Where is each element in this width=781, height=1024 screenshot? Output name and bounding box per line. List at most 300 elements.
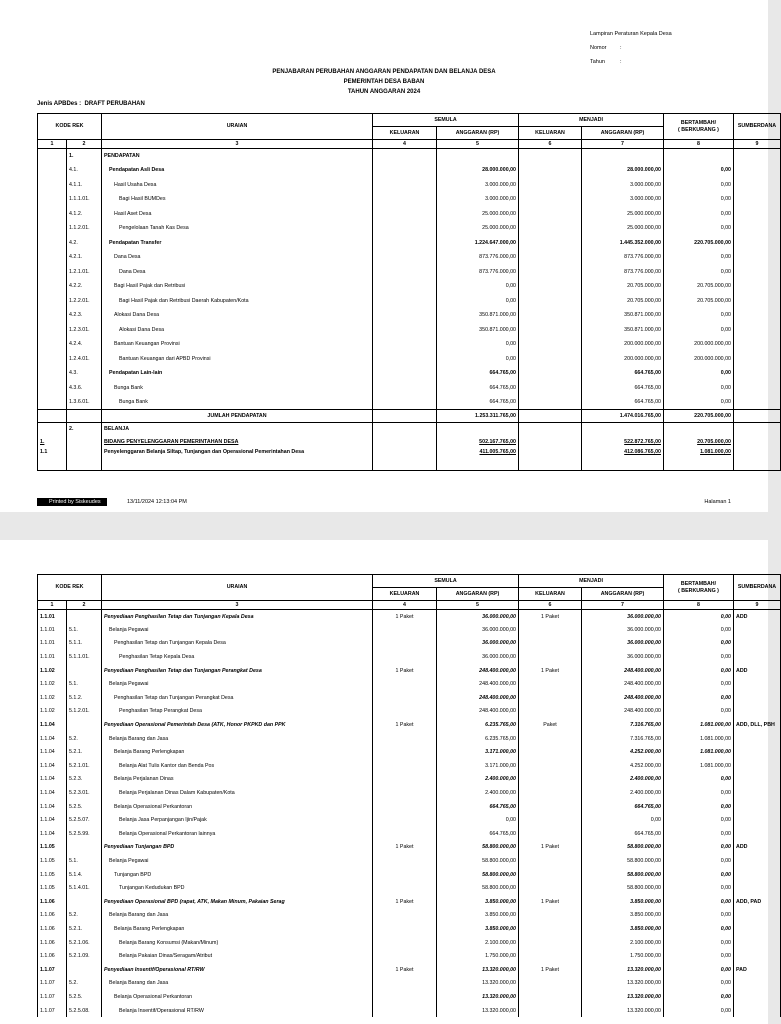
anggaran-menjadi: 873.776.000,00: [582, 250, 664, 265]
kode-rek-1: 1.1.06: [38, 949, 67, 963]
anggaran-menjadi: 248.400.000,00: [582, 691, 664, 705]
kode-rek-2: 5.2.1.09.: [67, 949, 102, 963]
table-row: [38, 691, 781, 705]
bertambah-berkurang: 0,00: [664, 922, 734, 936]
anggaran-menjadi: 664.765,00: [582, 381, 664, 396]
bertambah-berkurang: 0,00: [664, 827, 734, 841]
table-row: [38, 854, 781, 868]
table-row: [38, 352, 781, 367]
table-row: [38, 250, 781, 265]
uraian-cell: Belanja Barang dan Jasa: [102, 909, 373, 923]
anggaran-menjadi: 248.400.000,00: [582, 677, 664, 691]
table-row: [38, 841, 781, 855]
uraian-cell: Penghasilan Tetap dan Tunjangan Kepala Desa: [102, 637, 373, 651]
kode-rek-2: 5.2.1.: [67, 745, 102, 759]
table-row: [38, 449, 781, 471]
keluaran-semula: [373, 949, 437, 963]
bertambah-berkurang: 0,00: [664, 664, 734, 678]
uraian-cell: Bagi Hasil Pajak dan Retribusi Daerah Kabupaten/Kota: [102, 294, 373, 309]
table-row: [38, 610, 781, 624]
keluaran-semula: [373, 308, 437, 323]
keluaran-menjadi: [519, 813, 582, 827]
anggaran-semula: 0,00: [437, 352, 519, 367]
keluaran-semula: [373, 1004, 437, 1018]
kode-rek-1: [38, 149, 67, 164]
uraian-cell: Belanja Operasional Perkantoran: [102, 800, 373, 814]
keluaran-menjadi: 1 Paket: [519, 963, 582, 977]
keluaran-semula: [373, 250, 437, 265]
anggaran-semula: 36.000.000,00: [437, 650, 519, 664]
keluaran-semula: 1 Paket: [373, 664, 437, 678]
keluaran-menjadi: [519, 868, 582, 882]
keluaran-semula: [373, 827, 437, 841]
anggaran-menjadi: 3.850.000,00: [582, 909, 664, 923]
kode-rek-1: 1.1.04: [38, 732, 67, 746]
keluaran-semula: [373, 773, 437, 787]
anggaran-semula: 248.400.000,00: [437, 664, 519, 678]
anggaran-semula: 58.800.000,00: [437, 841, 519, 855]
kode-rek-2: 5.1.: [67, 677, 102, 691]
kode-rek-1: 1.1.04: [38, 745, 67, 759]
table-row: [38, 813, 781, 827]
uraian-cell: Belanja Pegawai: [102, 854, 373, 868]
sumberdana-cell: [734, 250, 781, 265]
anggaran-menjadi: 36.000.000,00: [582, 610, 664, 624]
kode-rek-1: 1.1.04: [38, 827, 67, 841]
anggaran-semula: 664.765,00: [437, 381, 519, 396]
sumberdana-cell: [734, 207, 781, 222]
table-row: [38, 163, 781, 178]
keluaran-semula: [373, 395, 437, 410]
anggaran-semula: 664.765,00: [437, 827, 519, 841]
sumberdana-cell: [734, 745, 781, 759]
keluaran-semula: [373, 691, 437, 705]
uraian-cell: Dana Desa: [102, 250, 373, 265]
keluaran-menjadi: [519, 308, 582, 323]
uraian-cell: Pengelolaan Tanah Kas Desa: [102, 221, 373, 236]
total-bertambah-berkurang: 220.705.000,00: [664, 410, 734, 423]
keluaran-semula: [373, 909, 437, 923]
keluaran-menjadi: [519, 381, 582, 396]
anggaran-menjadi: 36.000.000,00: [582, 623, 664, 637]
uraian-cell: Dana Desa: [102, 265, 373, 280]
kode-rek-1: 1.1.02: [38, 691, 67, 705]
kode-rek-2: 5.2.1.01.: [67, 759, 102, 773]
sumberdana-cell: [734, 868, 781, 882]
kode-rek-2: [67, 664, 102, 678]
bertambah-berkurang: 0,00: [664, 1004, 734, 1018]
bertambah-berkurang: 0,00: [664, 963, 734, 977]
table-row: [38, 677, 781, 691]
anggaran-semula: 873.776.000,00: [437, 265, 519, 280]
anggaran-semula: 350.871.000,00: [437, 323, 519, 338]
keluaran-semula: [373, 813, 437, 827]
table-row: [38, 732, 781, 746]
uraian-cell: Penyediaan Penghasilan Tetap dan Tunjangan Perangkat Desa: [102, 664, 373, 678]
keluaran-menjadi: [519, 236, 582, 251]
table-row: [38, 1004, 781, 1018]
anggaran-semula: 664.765,00: [437, 366, 519, 381]
table-row: [38, 178, 781, 193]
lampiran-text: Lampiran Peraturan Kepala Desa: [590, 31, 672, 37]
anggaran-semula: 6.235.765,00: [437, 732, 519, 746]
sumberdana-cell: [734, 337, 781, 352]
keluaran-semula: [373, 732, 437, 746]
bertambah-berkurang: 20.705.000,00: [664, 294, 734, 309]
sumberdana-cell: [734, 854, 781, 868]
kode-rek-1: [38, 323, 67, 338]
uraian-cell: Pendapatan Asli Desa: [102, 163, 373, 178]
kode-rek-2: 5.1.4.01.: [67, 881, 102, 895]
keluaran-menjadi: [519, 366, 582, 381]
uraian-cell: Bantuan Keuangan dari APBD Provinsi: [102, 352, 373, 367]
total-row: [38, 410, 781, 423]
sumberdana-cell: [734, 650, 781, 664]
anggaran-menjadi: 0,00: [582, 813, 664, 827]
kode-rek-2: 5.2.5.08.: [67, 1004, 102, 1018]
kode-rek-2: 1.2.4.01.: [67, 352, 102, 367]
kode-rek-2: 5.1.1.01.: [67, 650, 102, 664]
uraian-cell: Bunga Bank: [102, 395, 373, 410]
keluaran-menjadi: 1 Paket: [519, 610, 582, 624]
anggaran-semula: 58.800.000,00: [437, 881, 519, 895]
total-label: JUMLAH PENDAPATAN: [102, 410, 373, 423]
kode-rek-1: 1.: [38, 436, 67, 449]
kode-rek-2: 5.1.2.: [67, 691, 102, 705]
sumberdana-cell: [734, 786, 781, 800]
kode-rek-1: 1.1.07: [38, 977, 67, 991]
anggaran-menjadi: 3.000.000,00: [582, 178, 664, 193]
keluaran-semula: 1 Paket: [373, 841, 437, 855]
bertambah-berkurang: 0,00: [664, 977, 734, 991]
kode-rek-1: 1.1.04: [38, 813, 67, 827]
anggaran-semula: 25.000.000,00: [437, 207, 519, 222]
table-row: [38, 423, 781, 436]
anggaran-menjadi: 2.100.000,00: [582, 936, 664, 950]
sumberdana-cell: [734, 1004, 781, 1018]
report-subtitle-tahun: TAHUN ANGGARAN 2024: [347, 89, 421, 95]
keluaran-menjadi: 1 Paket: [519, 664, 582, 678]
keluaran-semula: 1 Paket: [373, 718, 437, 732]
uraian-cell: BIDANG PENYELENGGARAN PEMERINTAHAN DESA: [102, 436, 373, 449]
anggaran-semula: 3.171.000,00: [437, 745, 519, 759]
keluaran-semula: [373, 759, 437, 773]
total-anggaran-semula: 1.253.311.765,00: [437, 410, 519, 423]
kode-rek-1: [38, 279, 67, 294]
kode-rek-2: 5.2.3.: [67, 773, 102, 787]
sumberdana-cell: [734, 178, 781, 193]
anggaran-semula: 248.400.000,00: [437, 677, 519, 691]
bertambah-berkurang: 0,00: [664, 813, 734, 827]
report-titles: [0, 67, 768, 97]
keluaran-menjadi: [519, 279, 582, 294]
anggaran-menjadi: 3.850.000,00: [582, 895, 664, 909]
anggaran-menjadi: 412.086.765,00: [582, 449, 664, 471]
kode-rek-1: 1.1.04: [38, 786, 67, 800]
table-row: [38, 949, 781, 963]
keluaran-menjadi: [519, 294, 582, 309]
sumberdana-cell: [734, 323, 781, 338]
table-row: [38, 718, 781, 732]
bertambah-berkurang: 0,00: [664, 650, 734, 664]
bertambah-berkurang: 0,00: [664, 395, 734, 410]
anggaran-menjadi: 248.400.000,00: [582, 705, 664, 719]
sumberdana-cell: [734, 936, 781, 950]
anggaran-menjadi: 13.320.000,00: [582, 977, 664, 991]
keluaran-semula: [373, 854, 437, 868]
kode-rek-1: 1.1.06: [38, 922, 67, 936]
sumberdana-cell: [734, 990, 781, 1004]
uraian-cell: Penyediaan Penghasilan Tetap dan Tunjangan Kepala Desa: [102, 610, 373, 624]
keluaran-menjadi: [519, 949, 582, 963]
kode-rek-1: 1.1.05: [38, 868, 67, 882]
anggaran-semula: 1.224.647.000,00: [437, 236, 519, 251]
keluaran-semula: [373, 800, 437, 814]
bertambah-berkurang: 0,00: [664, 623, 734, 637]
kode-rek-2: 1.1.2.01.: [67, 221, 102, 236]
anggaran-semula: 2.100.000,00: [437, 936, 519, 950]
keluaran-semula: [373, 163, 437, 178]
tahun-line: Tahun :: [590, 59, 622, 65]
anggaran-semula: 13.320.000,00: [437, 990, 519, 1004]
keluaran-semula: [373, 192, 437, 207]
table-row: [38, 221, 781, 236]
kode-rek-2: [67, 718, 102, 732]
keluaran-semula: [373, 279, 437, 294]
keluaran-menjadi: 1 Paket: [519, 895, 582, 909]
keluaran-menjadi: [519, 1004, 582, 1018]
table-row: [38, 279, 781, 294]
table-row: [38, 922, 781, 936]
sumberdana-cell: [734, 279, 781, 294]
kode-rek-1: 1.1.01: [38, 637, 67, 651]
keluaran-menjadi: [519, 207, 582, 222]
uraian-cell: Belanja Barang Perlengkapan: [102, 922, 373, 936]
uraian-cell: Penghasilan Tetap Kepala Desa: [102, 650, 373, 664]
table-row: [38, 366, 781, 381]
anggaran-menjadi: 664.765,00: [582, 827, 664, 841]
uraian-cell: Penghasilan Tetap Perangkat Desa: [102, 705, 373, 719]
bertambah-berkurang: 0,00: [664, 881, 734, 895]
anggaran-menjadi: [582, 423, 664, 436]
bertambah-berkurang: 220.705.000,00: [664, 236, 734, 251]
keluaran-menjadi: [519, 449, 582, 471]
anggaran-semula: 1.750.000,00: [437, 949, 519, 963]
anggaran-semula: 36.000.000,00: [437, 623, 519, 637]
uraian-cell: Penghasilan Tetap dan Tunjangan Perangkat Desa: [102, 691, 373, 705]
keluaran-semula: [373, 381, 437, 396]
kode-rek-1: 1.1.04: [38, 800, 67, 814]
report-page-2: [0, 540, 777, 1024]
kode-rek-2: 1.2.3.01.: [67, 323, 102, 338]
kode-rek-2: 1.3.6.01.: [67, 395, 102, 410]
table-row: [38, 963, 781, 977]
uraian-cell: Penyediaan Operasional BPD (rapat, ATK, Makan Minum, Pakaian Serag: [102, 895, 373, 909]
uraian-cell: Tunjangan Kedudukan BPD: [102, 881, 373, 895]
keluaran-semula: [373, 178, 437, 193]
kode-rek-1: 1.1.06: [38, 936, 67, 950]
uraian-cell: Alokasi Dana Desa: [102, 308, 373, 323]
kode-rek-2: 5.1.1.: [67, 637, 102, 651]
kode-rek-2: 5.2.1.: [67, 922, 102, 936]
table-row: [38, 149, 781, 164]
sumberdana-cell: [734, 881, 781, 895]
kode-rek-1: 1.1.02: [38, 677, 67, 691]
sumberdana-cell: ADD: [734, 841, 781, 855]
kode-rek-1: 1.1.07: [38, 1004, 67, 1018]
kode-rek-1: [38, 395, 67, 410]
anggaran-semula: 502.167.765,00: [437, 436, 519, 449]
table-row: [38, 759, 781, 773]
bertambah-berkurang: 0,00: [664, 800, 734, 814]
sumberdana-cell: [734, 732, 781, 746]
kode-rek-2: 4.2.3.: [67, 308, 102, 323]
table-row: [38, 895, 781, 909]
bertambah-berkurang: 0,00: [664, 265, 734, 280]
uraian-cell: Tunjangan BPD: [102, 868, 373, 882]
uraian-cell: Belanja Perjalanan Dinas: [102, 773, 373, 787]
sumberdana-cell: [734, 265, 781, 280]
keluaran-semula: [373, 323, 437, 338]
table-row: [38, 786, 781, 800]
sumberdana-cell: [734, 623, 781, 637]
kode-rek-2: [67, 436, 102, 449]
sumberdana-cell: [734, 922, 781, 936]
keluaran-semula: [373, 294, 437, 309]
uraian-cell: Belanja Operasional Perkantoran lainnya: [102, 827, 373, 841]
table-row: [38, 381, 781, 396]
budget-table-page-1: [37, 113, 781, 471]
sumberdana-cell: [734, 705, 781, 719]
anggaran-menjadi: 58.800.000,00: [582, 854, 664, 868]
kode-rek-1: 1.1.06: [38, 909, 67, 923]
keluaran-menjadi: [519, 800, 582, 814]
anggaran-semula: 3.000.000,00: [437, 192, 519, 207]
sumberdana-cell: [734, 909, 781, 923]
anggaran-menjadi: 664.765,00: [582, 366, 664, 381]
keluaran-semula: [373, 745, 437, 759]
sumberdana-cell: ADD: [734, 664, 781, 678]
kode-rek-1: 1.1.02: [38, 705, 67, 719]
table-row: [38, 436, 781, 449]
kode-rek-1: [38, 192, 67, 207]
anggaran-menjadi: 4.252.000,00: [582, 759, 664, 773]
bertambah-berkurang: 0,00: [664, 773, 734, 787]
uraian-cell: Alokasi Dana Desa: [102, 323, 373, 338]
keluaran-menjadi: 1 Paket: [519, 841, 582, 855]
sumberdana-cell: ADD, DLL, PBH: [734, 718, 781, 732]
keluaran-semula: 1 Paket: [373, 610, 437, 624]
table-row: [38, 705, 781, 719]
keluaran-semula: [373, 881, 437, 895]
anggaran-semula: 0,00: [437, 813, 519, 827]
sumberdana-cell: [734, 813, 781, 827]
table-row: [38, 265, 781, 280]
bertambah-berkurang: 0,00: [664, 221, 734, 236]
anggaran-menjadi: 58.800.000,00: [582, 868, 664, 882]
keluaran-menjadi: [519, 352, 582, 367]
kode-rek-2: 5.1.: [67, 854, 102, 868]
keluaran-menjadi: [519, 395, 582, 410]
sumberdana-cell: ADD: [734, 610, 781, 624]
kode-rek-2: 5.2.: [67, 732, 102, 746]
uraian-cell: PENDAPATAN: [102, 149, 373, 164]
bertambah-berkurang: 20.705.000,00: [664, 279, 734, 294]
anggaran-semula: 3.850.000,00: [437, 895, 519, 909]
kode-rek-1: 1.1.01: [38, 610, 67, 624]
anggaran-semula: 411.005.765,00: [437, 449, 519, 471]
kode-rek-2: 5.2.5.: [67, 800, 102, 814]
sumberdana-cell: [734, 381, 781, 396]
uraian-cell: Hasil Aset Desa: [102, 207, 373, 222]
keluaran-menjadi: [519, 149, 582, 164]
keluaran-semula: [373, 786, 437, 800]
anggaran-semula: 25.000.000,00: [437, 221, 519, 236]
anggaran-menjadi: 58.800.000,00: [582, 881, 664, 895]
kode-rek-1: 1.1.04: [38, 773, 67, 787]
table-row: [38, 936, 781, 950]
keluaran-semula: [373, 337, 437, 352]
kode-rek-1: 1.1.07: [38, 963, 67, 977]
sumberdana-cell: [734, 977, 781, 991]
bertambah-berkurang: 0,00: [664, 949, 734, 963]
page-number: Halaman 1: [704, 499, 731, 505]
kode-rek-1: [38, 294, 67, 309]
table-row: [38, 909, 781, 923]
keluaran-menjadi: [519, 337, 582, 352]
bertambah-berkurang: 0,00: [664, 610, 734, 624]
keluaran-menjadi: [519, 773, 582, 787]
kode-rek-2: [67, 963, 102, 977]
kode-rek-1: 1.1: [38, 449, 67, 471]
anggaran-semula: 3.171.000,00: [437, 759, 519, 773]
table-row: [38, 800, 781, 814]
sumberdana-cell: [734, 294, 781, 309]
keluaran-semula: [373, 149, 437, 164]
anggaran-menjadi: 2.400.000,00: [582, 773, 664, 787]
keluaran-semula: [373, 436, 437, 449]
keluaran-menjadi: [519, 909, 582, 923]
table-row: [38, 881, 781, 895]
kode-rek-1: 1.1.02: [38, 664, 67, 678]
kode-rek-2: 5.2.1.06.: [67, 936, 102, 950]
keluaran-menjadi: [519, 786, 582, 800]
kode-rek-2: 4.2.1.: [67, 250, 102, 265]
anggaran-semula: 28.000.000,00: [437, 163, 519, 178]
anggaran-menjadi: 4.252.000,00: [582, 745, 664, 759]
table-row: [38, 990, 781, 1004]
keluaran-menjadi: [519, 732, 582, 746]
keluaran-menjadi: [519, 922, 582, 936]
table-header: KODE REK URAIAN SEMULA MENJADI BERTAMBAH/ ( BERKURANG ) SUMBERDANA KELUARAN ANGGARAN (RP) KELUARAN ANGGARAN (RP) 1 2 3 4 5 6 7 8 9: [38, 114, 781, 149]
anggaran-semula: 0,00: [437, 337, 519, 352]
keluaran-semula: [373, 922, 437, 936]
jenis-apbdes: Jenis APBDes : DRAFT PERUBAHAN: [37, 101, 145, 107]
keluaran-menjadi: [519, 623, 582, 637]
bertambah-berkurang: 0,00: [664, 207, 734, 222]
bertambah-berkurang: 1.081.000,00: [664, 759, 734, 773]
uraian-cell: Belanja Barang dan Jasa: [102, 732, 373, 746]
kode-rek-2: 4.2.: [67, 236, 102, 251]
kode-rek-2: 4.1.: [67, 163, 102, 178]
report-page-1: [0, 0, 777, 512]
sumberdana-cell: [734, 423, 781, 436]
table-row: [38, 637, 781, 651]
kode-rek-1: [38, 207, 67, 222]
kode-rek-1: [38, 381, 67, 396]
keluaran-menjadi: [519, 650, 582, 664]
kode-rek-1: [38, 236, 67, 251]
